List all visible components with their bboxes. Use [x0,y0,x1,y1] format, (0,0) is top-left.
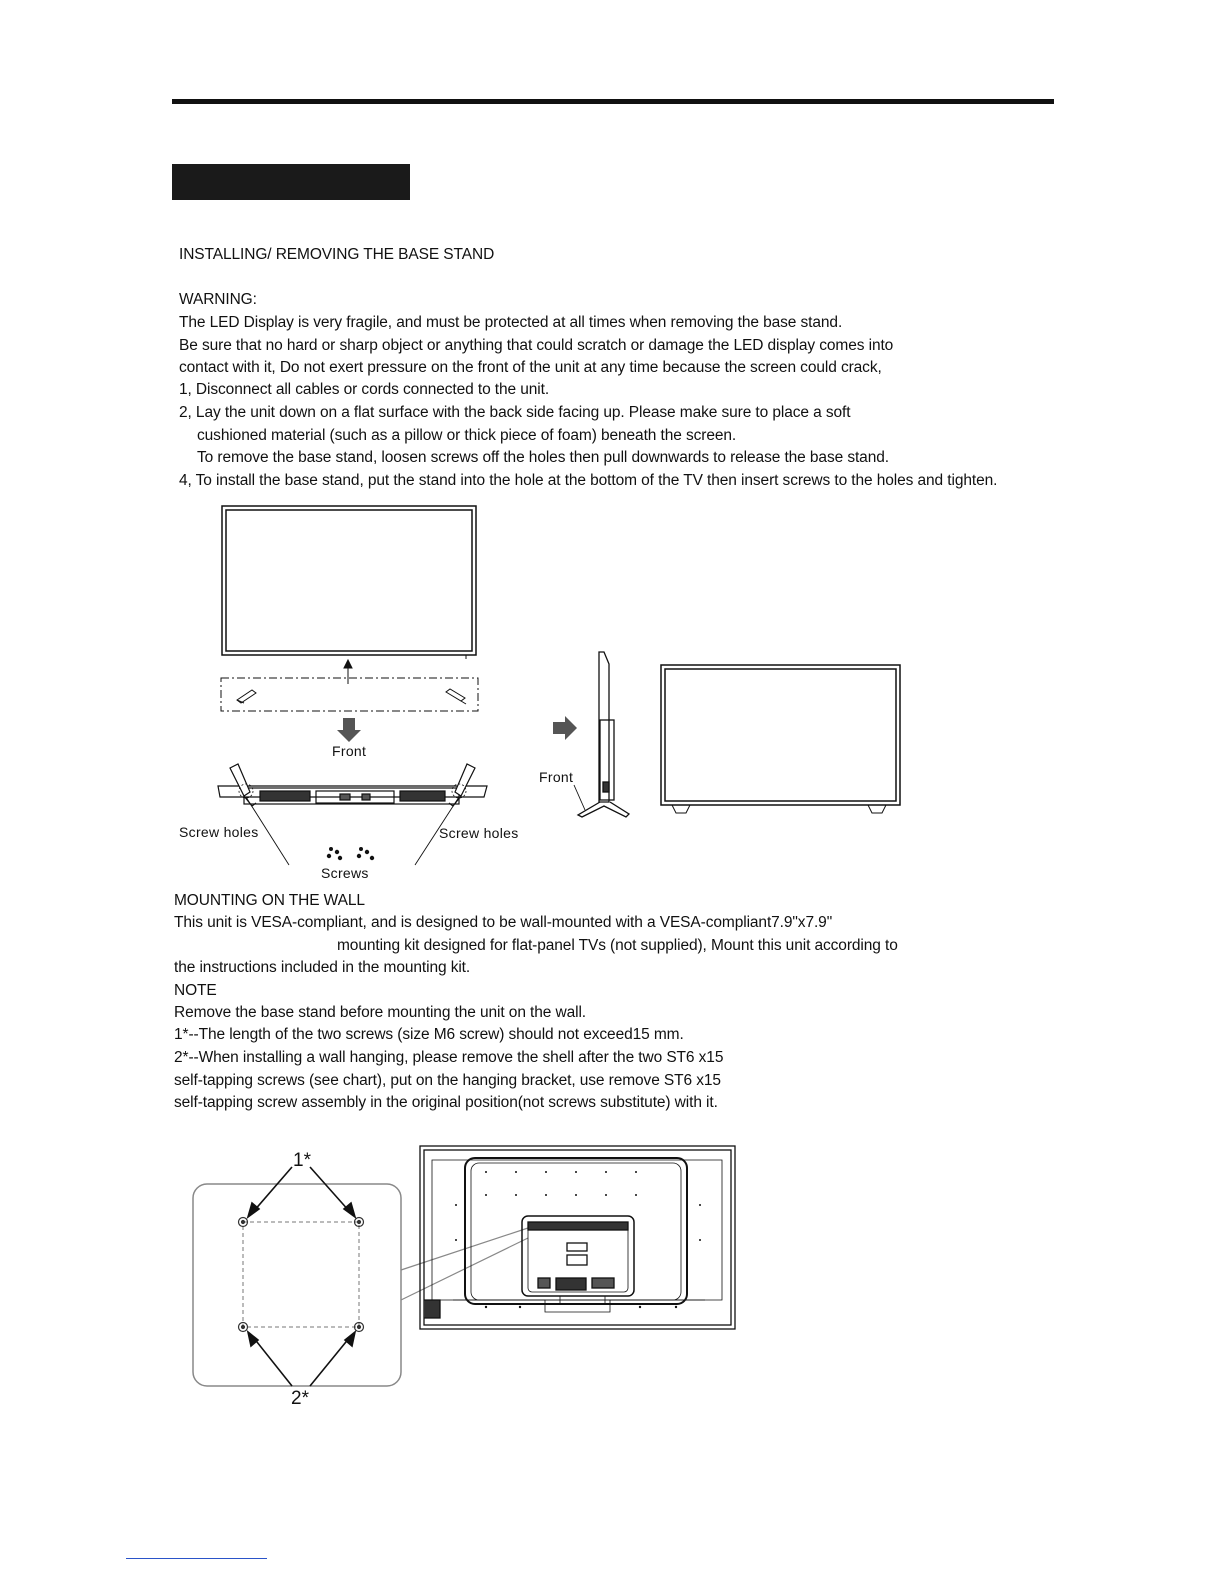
footer-link-underline [126,1558,267,1559]
stand-step-4: 4, To install the base stand, put the stand into the hole at the bottom of the TV then insert screws to the holes and tighten. [179,472,998,489]
marker-1: 1* [293,1150,311,1171]
stand-line-2: Be sure that no hard or sharp object or anything that could scratch or damage the LED display comes into [179,337,894,354]
wall-line-3: the instructions included in the mounting kit. [174,959,471,976]
wall-heading: MOUNTING ON THE WALL [174,892,365,909]
stand-step-1: 1, Disconnect all cables or cords connected to the unit. [179,381,550,398]
wall-note-2: 2*--When installing a wall hanging, please remove the shell after the two ST6 x15 [174,1049,724,1066]
vesa-zoom-box [193,1184,528,1386]
marker-2: 2* [291,1388,309,1409]
stand-heading: INSTALLING/ REMOVING THE BASE STAND [179,246,495,263]
label-screw-holes-right: Screw holes [439,825,519,841]
stand-step-3: To remove the base stand, loosen screws off the holes then pull downwards to release the base stand. [197,449,889,466]
label-screw-holes-left: Screw holes [179,824,259,840]
wall-note-2-cont-2: self-tapping screw assembly in the original position(not screws substitute) with it. [174,1094,718,1111]
stand-step-2: 2, Lay the unit down on a flat surface with the back side facing up. Please make sure to place a soft [179,404,851,421]
tv-back-view [420,1146,735,1329]
note-label: NOTE [174,982,217,999]
wall-line-5: Remove the base stand before mounting the unit on the wall. [174,1004,587,1021]
wall-note-1: 1*--The length of the two screws (size M6 screw) should not exceed15 mm. [174,1026,684,1043]
wall-line-1: This unit is VESA-compliant, and is designed to be wall-mounted with a VESA-compliant7.9"x7.9" [174,914,833,931]
stand-step-2-cont: cushioned material (such as a pillow or thick piece of foam) beneath the screen. [197,427,737,444]
wall-note-2-cont: self-tapping screws (see chart), put on the hanging bracket, use remove ST6 x15 [174,1072,721,1089]
stand-line-3: contact with it, Do not exert pressure on the front of the unit at any time because the screen could crack, [179,359,882,376]
label-screws: Screws [321,865,369,881]
label-front-side: Front [539,769,574,785]
stand-line-1: The LED Display is very fragile, and must be protected at all times when removing the base stand. [179,314,843,331]
wall-line-2: mounting kit designed for flat-panel TVs (not supplied), Mount this unit according to [337,937,898,954]
warning-label: WARNING: [179,291,257,308]
label-front-bottom: Front [332,743,367,759]
